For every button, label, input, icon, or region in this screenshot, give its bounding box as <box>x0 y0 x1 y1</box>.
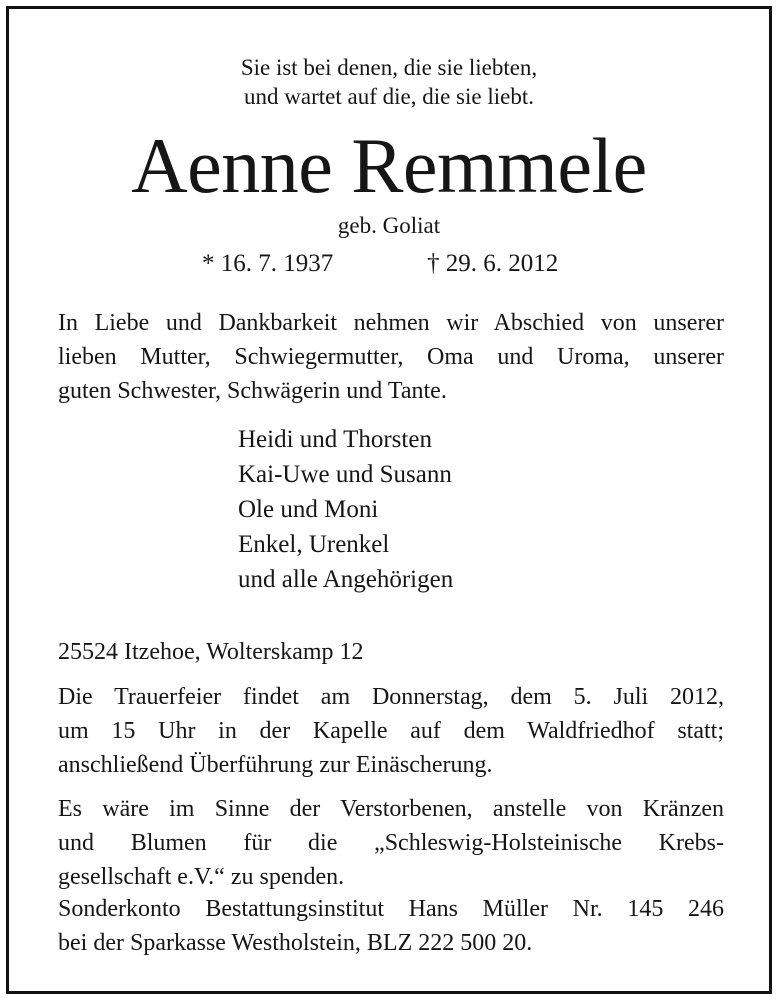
farewell-line: In Liebe und Dankbarkeit nehmen wir Abschied von unserer <box>58 310 724 336</box>
mourner-line: und alle Angehörigen <box>238 566 454 593</box>
death-date: † 29. 6. 2012 <box>427 250 559 277</box>
funeral-line: anschließend Überführung zur Einäscherung. <box>58 752 493 778</box>
donation-line: Es wäre im Sinne der Verstorbenen, anstelle von Kränzen <box>58 796 724 822</box>
motto-line: und wartet auf die, die sie liebt. <box>244 84 534 109</box>
farewell-line: lieben Mutter, Schwiegermutter, Oma und Uroma, unserer <box>58 344 724 370</box>
funeral-line: Die Trauerfeier findet am Donnerstag, dem 5. Juli 2012, <box>58 684 724 710</box>
donation-line: gesellschaft e.V.“ zu spenden. <box>58 864 345 890</box>
donation-line: Sonderkonto Bestattungsinstitut Hans Müller Nr. 145 246 <box>58 896 724 922</box>
motto-line: Sie ist bei denen, die sie liebten, <box>240 55 538 80</box>
farewell-line: guten Schwester, Schwägerin und Tante. <box>58 378 447 404</box>
mourner-line: Kai-Uwe und Susann <box>238 461 452 488</box>
birth-date: * 16. 7. 1937 <box>202 250 334 277</box>
deceased-name: Aenne Remmele <box>131 122 647 209</box>
mourner-line: Heidi und Thorsten <box>238 426 432 453</box>
address: 25524 Itzehoe, Wolterskamp 12 <box>58 639 364 665</box>
donation-line: und Blumen für die „Schleswig-Holsteinische Krebs- <box>58 830 724 856</box>
obituary-notice <box>6 6 772 994</box>
mourner-line: Ole und Moni <box>238 496 379 523</box>
mourner-line: Enkel, Urenkel <box>238 531 390 558</box>
funeral-line: um 15 Uhr in der Kapelle auf dem Waldfriedhof statt; <box>58 718 724 744</box>
donation-line: bei der Sparkasse Westholstein, BLZ 222 500 20. <box>58 930 533 956</box>
birth-name: geb. Goliat <box>337 213 441 238</box>
